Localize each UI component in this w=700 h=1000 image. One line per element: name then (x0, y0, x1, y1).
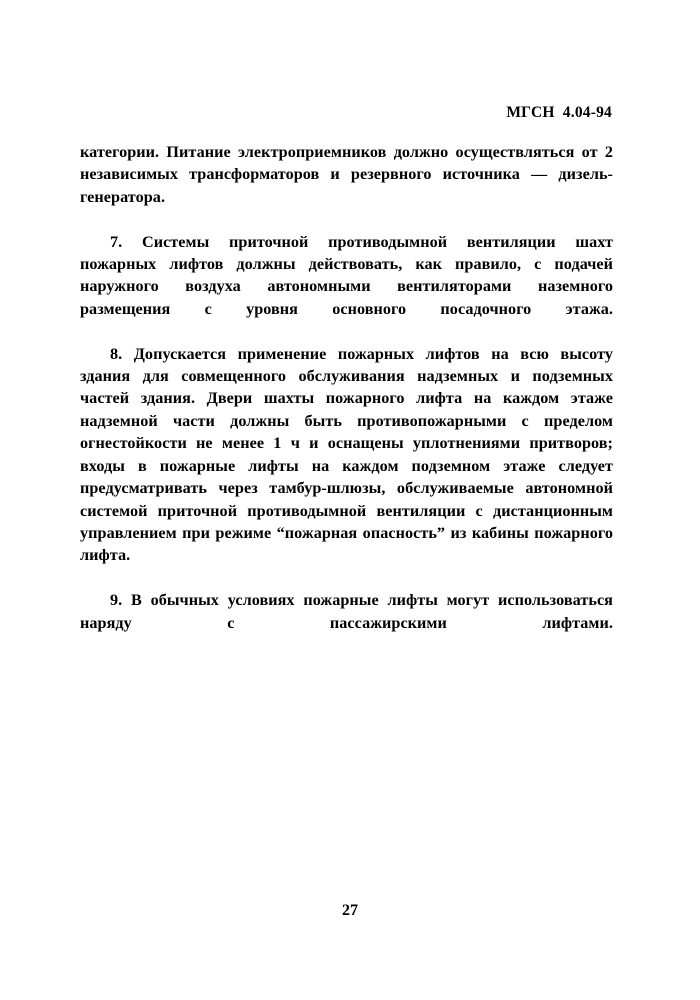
paragraph-clause-8: 8. Допускается применение пожарных лифтов на всю высоту здания для совмещенного обслуживания надземных и подземных частей здания. Двери шахты пожарного лифта на каждом этаже надземной части должны быть противопожарными с пределом огнестойкости не менее 1 ч и оснащены уплотнениями притворов; входы в пожарные лифты на каждом подземном этаже следует предусматривать через тамбур-шлюзы, обслуживаемые автономной системой приточной противодымной вентиляции с дистанционным управлением при режиме “пожарная опасность” из кабины пожарного лифта. (80, 344, 613, 565)
paragraph-clause-9: 9. В обычных условиях пожарные лифты могут использоваться наряду с пассажирскими лифтами. (80, 591, 613, 632)
paragraph-continuation: категории. Питание электроприемников должно осуществляться от 2 независимых трансформаторов и резервного источника — дизель-генератора. (80, 143, 613, 206)
paragraph-clause-7: 7. Системы приточной противодымной вентиляции шахт пожарных лифтов должны действовать, как правило, с подачей наружного воздуха автономными вентиляторами наземного размещения с уровня основного посадочного этажа. (80, 232, 613, 318)
body-text-column (80, 141, 613, 656)
running-head: МГСН 4.04-94 (506, 104, 612, 121)
page-number: 27 (342, 902, 358, 919)
